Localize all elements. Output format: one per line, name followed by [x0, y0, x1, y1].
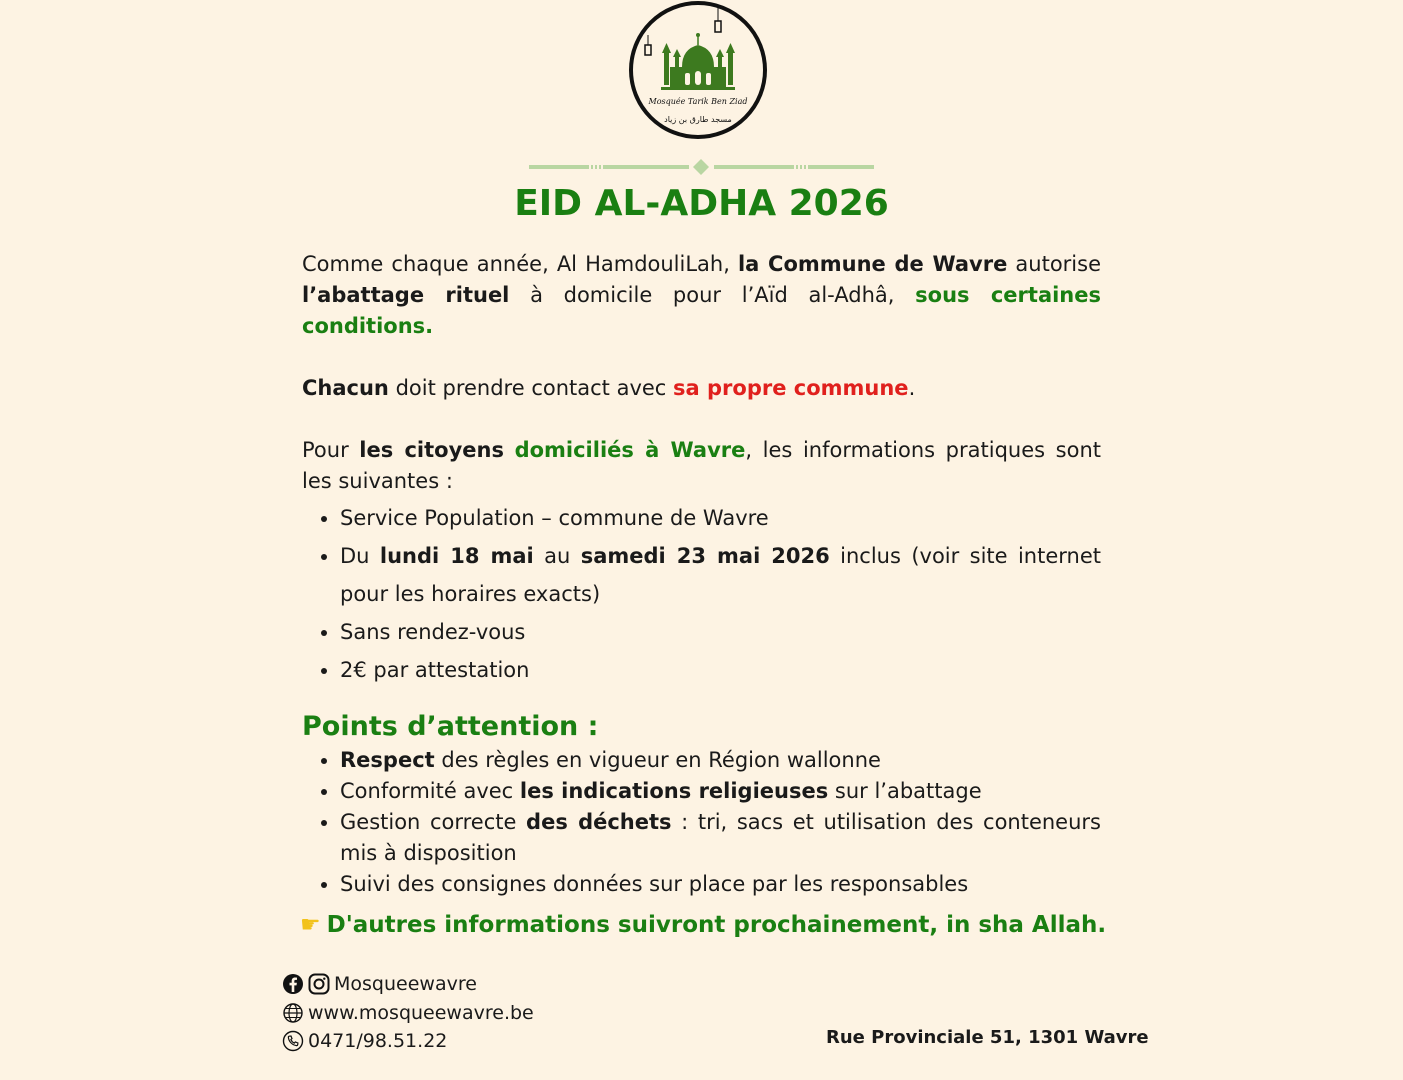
practical-info-list	[302, 499, 1101, 689]
list-item	[340, 613, 1101, 651]
list-item-bold: des déchets	[526, 810, 672, 834]
intro-text: Comme chaque année, Al HamdouliLah,	[302, 252, 738, 276]
mosque-logo	[629, 1, 767, 139]
intro-text: autorise	[1007, 252, 1101, 276]
pointing-hand-icon: ☛	[300, 912, 321, 938]
intro-text: , les informations pratiques sont les suivantes :	[302, 438, 1101, 493]
contact-paragraph	[302, 373, 1101, 404]
intro-text: doit prendre contact avec	[388, 376, 674, 400]
globe-icon	[282, 1002, 304, 1024]
intro-text: Pour	[302, 438, 360, 462]
main-content	[302, 249, 1101, 900]
intro-conditions: sous certaines conditions.	[302, 283, 1102, 338]
list-item-text: : tri, sacs et utilisation des conteneurs mis à disposition	[340, 810, 1101, 865]
list-item	[340, 651, 1101, 689]
list-item	[340, 776, 1101, 807]
logo-name: Mosquée Tarik Ben Ziad	[648, 97, 748, 106]
phone-text[interactable]: 0471/98.51.22	[308, 1030, 448, 1052]
intro-text: à domicile pour l’Aïd al-Adhâ,	[509, 283, 916, 307]
list-item-text: inclus (voir site internet pour les horaires exacts)	[340, 544, 1102, 606]
social-handle-text[interactable]: Mosqueewavre	[334, 973, 477, 995]
facebook-icon[interactable]	[282, 973, 304, 995]
ornamental-divider	[529, 158, 874, 176]
list-item-text: Conformité avec	[340, 779, 520, 803]
intro-bold: les citoyens	[359, 438, 504, 462]
list-item	[340, 745, 1101, 776]
website-link[interactable]	[282, 1002, 534, 1024]
list-item-text: Suivi des consignes données sur place par les responsables	[340, 872, 969, 896]
list-item-text: Service Population – commune de Wavre	[340, 506, 769, 530]
list-item	[340, 869, 1101, 900]
list-item-text: des règles en vigueur en Région wallonne	[434, 748, 881, 772]
list-item-text: Sans rendez-vous	[340, 620, 526, 644]
phone-number[interactable]	[282, 1030, 447, 1052]
list-item-bold: les indications religieuses	[519, 779, 829, 803]
intro-paragraph	[302, 249, 1101, 342]
list-item-text: sur l’abattage	[828, 779, 982, 803]
list-item-text: Gestion correcte	[340, 810, 527, 834]
website-text[interactable]: www.mosqueewavre.be	[308, 1002, 534, 1024]
wavre-residents-text: domiciliés à Wavre	[514, 438, 746, 462]
list-item	[340, 807, 1101, 869]
list-item-text: 2€ par attestation	[340, 658, 530, 682]
list-item	[340, 499, 1101, 537]
logo-arabic-name: مسجد طارق بن زياد	[664, 115, 732, 124]
intro-bold: la Commune de Wavre	[737, 252, 1008, 276]
own-commune-text: sa propre commune	[673, 376, 909, 400]
list-item	[340, 537, 1101, 613]
list-item-text: Du	[340, 544, 380, 568]
phone-icon	[282, 1030, 304, 1052]
list-item-text: au	[533, 544, 581, 568]
intro-text	[504, 438, 515, 462]
intro-bold: l’abattage rituel	[302, 283, 510, 307]
address: Rue Provinciale 51, 1301 Wavre	[826, 1027, 1149, 1048]
list-item-bold: Respect	[340, 748, 435, 772]
more-info-text: D'autres informations suivront prochainement, in sha Allah.	[326, 912, 1107, 938]
intro-bold: Chacun	[302, 376, 389, 400]
list-item-bold: lundi 18 mai	[379, 544, 534, 568]
intro-text: .	[908, 376, 916, 400]
instagram-icon[interactable]	[308, 973, 330, 995]
social-handle[interactable]	[282, 973, 477, 995]
attention-list	[302, 745, 1101, 900]
page-title: EID AL-ADHA 2026	[514, 183, 889, 224]
citizens-paragraph	[302, 435, 1101, 497]
more-info-note	[300, 912, 1106, 938]
list-item-bold: samedi 23 mai 2026	[580, 544, 830, 568]
attention-heading: Points d’attention :	[302, 711, 599, 742]
